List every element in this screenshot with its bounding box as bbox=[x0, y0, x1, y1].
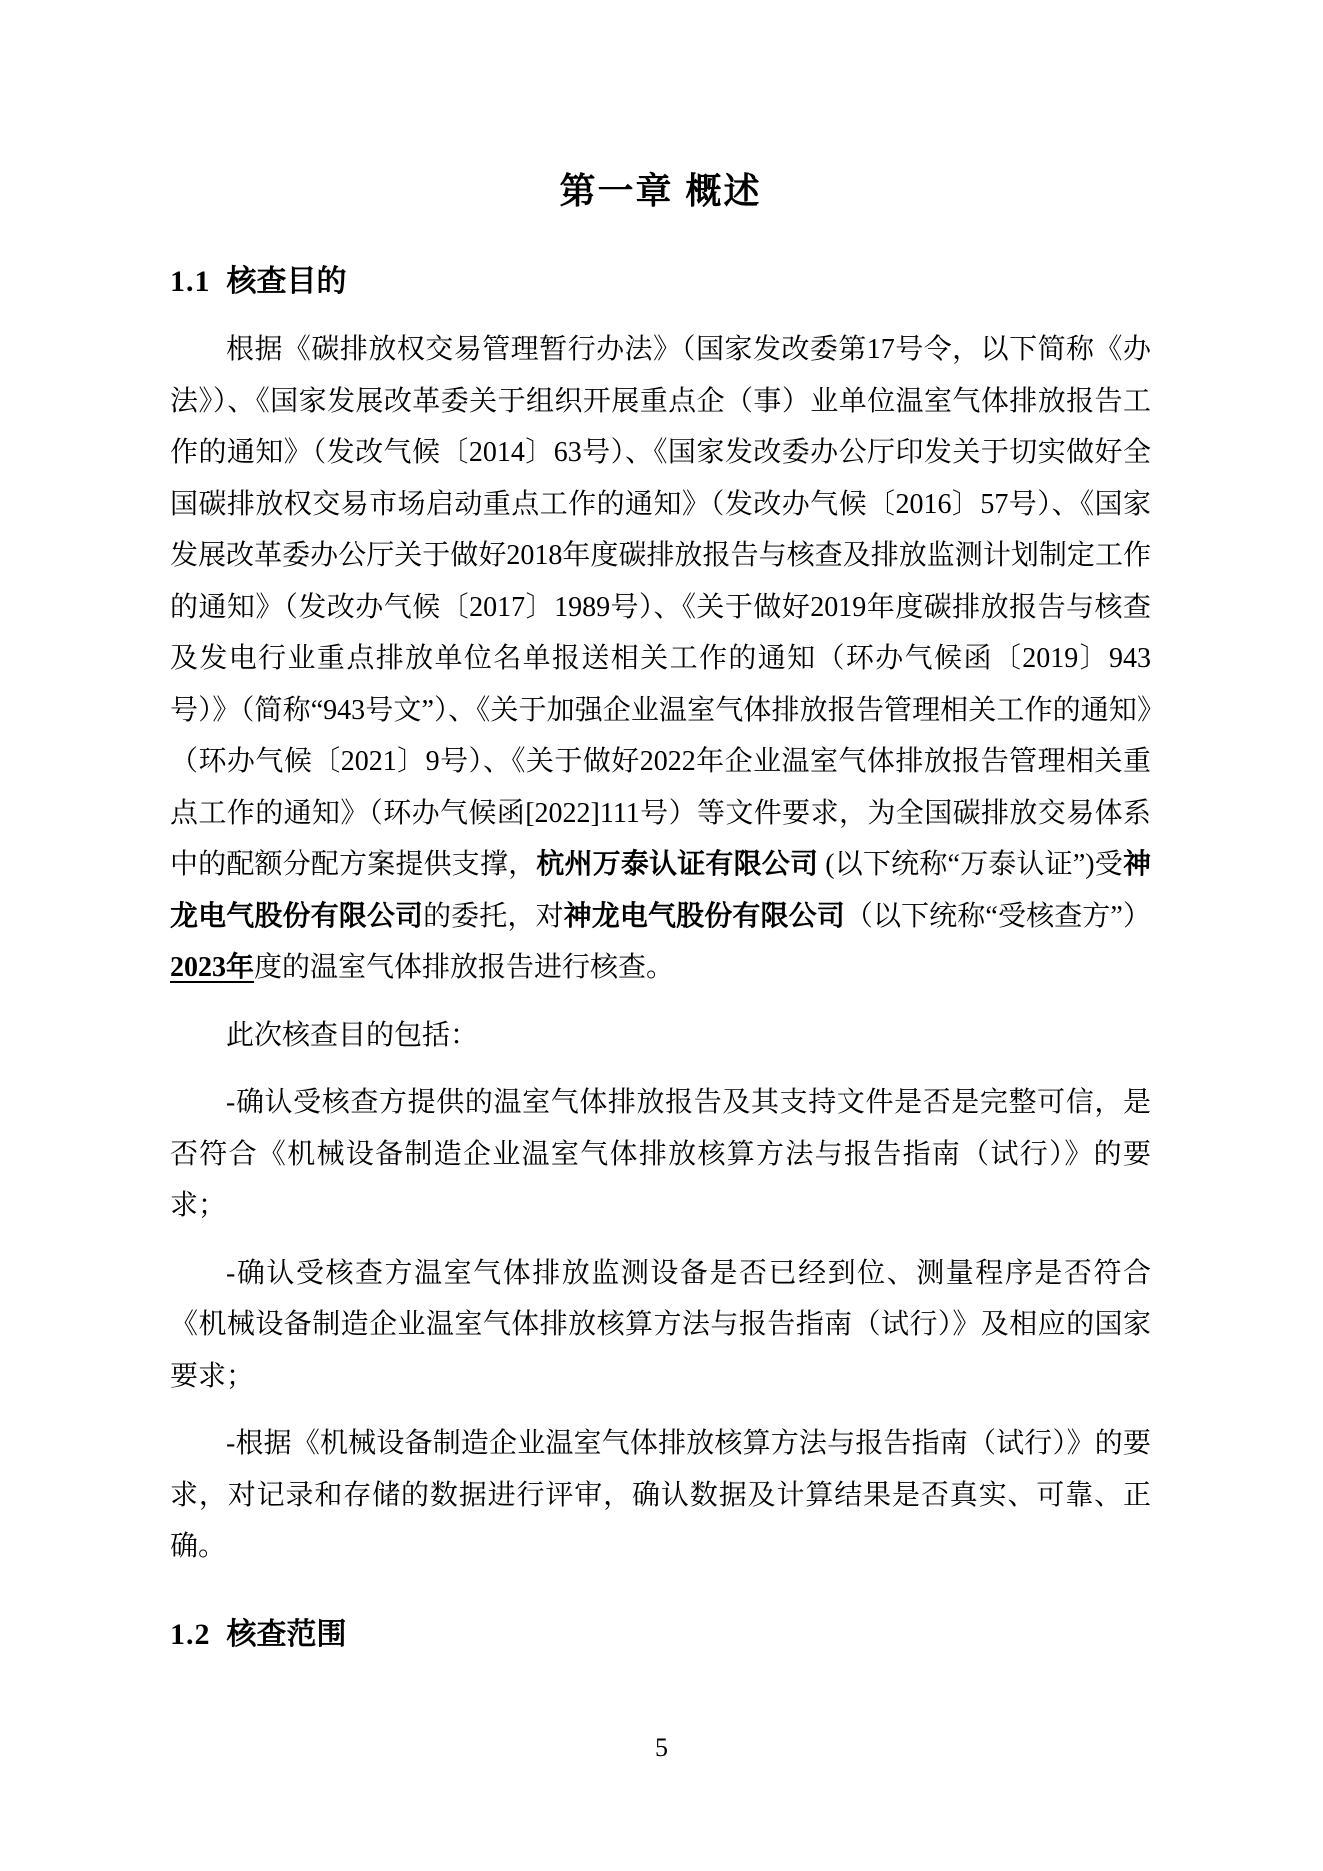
purpose-item-3: -根据《机械设备制造企业温室气体排放核算方法与报告指南（试行）》的要求，对记录和存储的数据进行评审，确认数据及计算结果是否真实、可靠、正确。 bbox=[170, 1428, 1151, 1562]
client-alias-text: （以下统称“受核查方”） bbox=[844, 900, 1151, 932]
paragraph-legal-basis bbox=[170, 324, 1151, 994]
client-company-name-repeat: 神龙电气股份有限公司 bbox=[563, 900, 845, 932]
report-year-underlined: 2023年 bbox=[170, 952, 255, 983]
chapter-title: 第一章 概述 bbox=[559, 170, 762, 211]
verifier-company-name: 杭州万泰认证有限公司 bbox=[536, 849, 819, 880]
section-1-2-title: 核查范围 bbox=[226, 1617, 347, 1651]
entrust-text: 的委托，对 bbox=[423, 900, 564, 932]
paragraph-purpose-intro: 此次核查目的包括： bbox=[226, 1019, 479, 1051]
verification-closing-text: 度的温室气体排放报告进行核查。 bbox=[254, 952, 675, 983]
section-1-1-heading bbox=[170, 264, 1151, 300]
section-1-2-heading bbox=[170, 1617, 1151, 1653]
purpose-item-1: -确认受核查方提供的温室气体排放报告及其支持文件是否是完整可信，是否符合《机械设备制造企业温室气体排放核算方法与报告指南（试行）》的要求； bbox=[170, 1087, 1151, 1221]
purpose-item-2: -确认受核查方温室气体排放监测设备是否已经到位、测量程序是否符合《机械设备制造企业温室气体排放核算方法与报告指南（试行）》及相应的国家要求； bbox=[170, 1257, 1151, 1392]
legal-basis-regulations-text: 根据《碳排放权交易管理暂行办法》（国家发改委第17号令，以下简称《办法》）、《国家发展改革委关于组织开展重点企（事）业单位温室气体排放报告工作的通知》（发改气候〔2014〕63号）、《国家发改委办公厅印发关于切实做好全国碳排放权交易市场启动重点工作的通知》（发改办气候〔2016〕57号）、《国家发展改革委办公厅关于做好2018年度碳排放报告与核查及排放监测计划制定工作的通知》（发改办气候〔2017〕1989号）、《关于做好2019年度碳排放报告与核查及发电行业重点排放单位名单报送相关工作的通知（环办气候函〔2019〕943号）》（简称“943号文”）、《关于加强企业温室气体排放报告管理相关工作的通知》（环办气候〔2021〕9号）、《关于做好2022年企业温室气体排放报告管理相关重点工作的通知》（环办气候函[2022]111号）等文件要求，为全国碳排放交易体系中的配额分配方案提供支撑， bbox=[170, 334, 1151, 880]
section-1-2-number: 1.2 bbox=[170, 1617, 211, 1651]
verifier-alias-text: (以下统称“万泰认证”)受 bbox=[818, 849, 1123, 880]
section-1-1-number: 1.1 bbox=[170, 265, 211, 298]
section-1-1-title: 核查目的 bbox=[226, 265, 347, 298]
page-number: 5 bbox=[655, 1733, 668, 1762]
client-company-name: 神龙电气股份有限公司 bbox=[170, 849, 1151, 932]
